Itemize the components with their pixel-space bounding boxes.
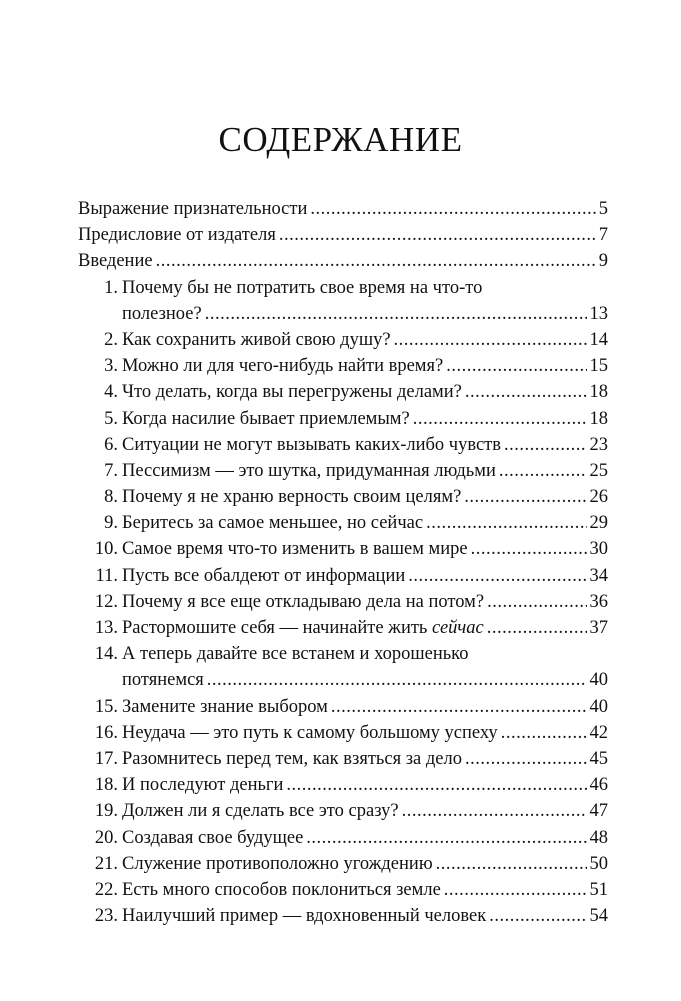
chapter-number: 15. <box>94 696 118 717</box>
toc-chapter-entry <box>78 825 608 851</box>
chapter-title <box>122 379 462 405</box>
chapter-page: 23 <box>589 434 608 455</box>
toc-chapter-entry <box>78 903 608 929</box>
dot-leader <box>444 877 587 903</box>
toc-chapter-entry <box>78 851 608 877</box>
chapter-title-text: Как сохранить живой свою душу? <box>122 329 391 350</box>
dot-leader <box>207 667 587 693</box>
chapter-number: 19. <box>94 801 118 822</box>
chapter-title-text: Разомнитесь перед тем, как взяться за дело <box>122 748 462 769</box>
dot-leader <box>504 432 587 458</box>
toc-chapter-entry <box>78 458 608 484</box>
chapter-page: 25 <box>589 460 608 481</box>
chapter-page: 26 <box>589 487 608 508</box>
chapter-title <box>122 825 303 851</box>
chapter-number: 18. <box>94 775 118 796</box>
chapter-title <box>122 510 423 536</box>
toc-chapter-entry <box>78 720 608 746</box>
chapter-number: 11. <box>95 565 118 586</box>
chapter-number: 5. <box>104 408 118 429</box>
chapter-title <box>122 667 204 693</box>
dot-leader <box>286 772 586 798</box>
chapter-title-text: Служение противоположно угождению <box>122 853 433 874</box>
chapter-number: 6. <box>104 434 118 455</box>
toc-entry-introduction <box>78 248 608 274</box>
chapter-title-text: Должен ли я сделать все это сразу? <box>122 801 399 822</box>
dot-leader <box>156 248 596 274</box>
chapter-title <box>122 589 484 615</box>
chapter-number: 13. <box>94 618 118 639</box>
chapter-page: 54 <box>589 906 608 927</box>
toc-chapter-entry <box>78 484 608 510</box>
chapter-title-text: Пусть все обалдеют от информации <box>122 565 406 586</box>
chapter-title-text: Замените знание выбором <box>122 696 328 717</box>
toc-chapter-entry <box>78 379 608 405</box>
chapter-title <box>122 484 461 510</box>
chapter-number: 22. <box>94 879 118 900</box>
chapter-number: 20. <box>94 827 118 848</box>
toc-entry-page: 7 <box>598 225 608 246</box>
dot-leader <box>408 563 586 589</box>
chapter-number: 8. <box>104 487 118 508</box>
chapter-title <box>122 563 405 589</box>
dot-leader <box>501 720 587 746</box>
chapter-number: 23. <box>94 906 118 927</box>
chapter-title <box>122 694 328 720</box>
chapter-title-line1: А теперь давайте все встанем и хорошенько <box>122 644 469 665</box>
chapter-page: 36 <box>589 591 608 612</box>
toc-chapter-entry <box>78 510 608 536</box>
dot-leader <box>489 903 586 929</box>
dot-leader <box>465 379 587 405</box>
toc-entry-page: 5 <box>598 199 608 219</box>
dot-leader <box>487 615 587 641</box>
toc-chapter-entry <box>78 353 608 379</box>
dot-leader <box>205 301 587 327</box>
toc-entry-acknowledgements <box>78 196 608 222</box>
chapter-page: 47 <box>589 801 608 822</box>
toc-chapter-entry <box>78 275 608 327</box>
toc-chapter-entry <box>78 327 608 353</box>
table-of-contents <box>78 196 608 929</box>
toc-chapter-entry <box>78 563 608 589</box>
toc-chapter-entry <box>78 746 608 772</box>
chapter-number: 16. <box>94 722 118 743</box>
toc-entry-page: 9 <box>598 251 608 272</box>
chapter-title-text: Создавая свое будущее <box>122 827 304 848</box>
chapter-page: 46 <box>589 775 608 796</box>
dot-leader <box>402 798 587 824</box>
chapter-title-text: Можно ли для чего-нибудь найти время? <box>122 356 444 377</box>
chapter-number: 3. <box>104 356 118 377</box>
chapter-number: 7. <box>104 460 118 481</box>
chapter-title <box>122 615 484 641</box>
chapter-page: 37 <box>589 618 608 639</box>
chapter-title-text: Что делать, когда вы перегружены делами? <box>122 382 462 403</box>
chapter-title <box>122 432 501 458</box>
chapter-title-text: Ситуации не могут вызывать каких-либо чувств <box>122 434 501 455</box>
chapter-title <box>122 327 391 353</box>
chapter-title-text: И последуют деньги <box>122 775 284 796</box>
page-title: СОДЕРЖАНИЕ <box>218 120 463 159</box>
chapter-page: 45 <box>589 748 608 769</box>
chapter-title <box>122 406 410 432</box>
chapter-page: 42 <box>589 722 608 743</box>
toc-chapter-entry <box>78 798 608 824</box>
chapter-title <box>122 536 468 562</box>
dot-leader <box>310 196 595 222</box>
chapter-list <box>78 275 608 930</box>
dot-leader <box>487 589 586 615</box>
chapter-page: 14 <box>589 329 608 350</box>
chapter-title <box>122 746 462 772</box>
chapter-title-text: Пессимизм — это шутка, придуманная людьми <box>122 460 496 481</box>
dot-leader <box>426 510 586 536</box>
toc-chapter-entry <box>78 536 608 562</box>
toc-chapter-entry <box>78 406 608 432</box>
toc-chapter-entry <box>78 772 608 798</box>
chapter-title <box>122 772 283 798</box>
toc-chapter-entry <box>78 432 608 458</box>
chapter-title-text: Наилучший пример — вдохновенный человек <box>122 906 487 927</box>
toc-chapter-entry <box>78 694 608 720</box>
chapter-page: 51 <box>589 879 608 900</box>
chapter-number: 21. <box>94 853 118 874</box>
chapter-title <box>122 353 443 379</box>
chapter-title-line1: Почему бы не потратить свое время на что-то <box>122 277 483 298</box>
dot-leader <box>464 484 586 510</box>
chapter-title <box>122 798 399 824</box>
chapter-page: 13 <box>589 303 608 324</box>
toc-chapter-entry <box>78 877 608 903</box>
dot-leader <box>331 694 587 720</box>
dot-leader <box>499 458 587 484</box>
chapter-title-text: Неудача — это путь к самому большому успеху <box>122 722 498 743</box>
toc-chapter-entry <box>78 641 608 693</box>
chapter-title-text: Растормошите себя — начинайте жить <box>122 618 428 639</box>
chapter-number: 14. <box>94 644 118 665</box>
chapter-page: 34 <box>589 565 608 586</box>
chapter-title <box>122 301 202 327</box>
chapter-title-italic: сейчас <box>432 618 484 639</box>
chapter-page: 50 <box>589 853 608 874</box>
chapter-number: 17. <box>94 748 118 769</box>
chapter-title-text: Беритесь за самое меньшее, но сейчас <box>122 513 424 534</box>
chapter-number: 10. <box>94 539 118 560</box>
dot-leader <box>279 222 596 248</box>
toc-chapter-entry <box>78 615 608 641</box>
chapter-number: 1. <box>104 277 118 298</box>
chapter-title-text: полезное? <box>122 303 202 324</box>
chapter-title-text: потянемся <box>122 670 204 691</box>
chapter-title-text: Самое время что-то изменить в вашем мире <box>122 539 468 560</box>
toc-entry-title: Выражение признательности <box>78 199 308 219</box>
chapter-page: 40 <box>589 670 608 691</box>
dot-leader <box>306 825 586 851</box>
chapter-page: 48 <box>589 827 608 848</box>
toc-chapter-entry <box>78 589 608 615</box>
chapter-number: 2. <box>104 329 118 350</box>
chapter-number: 12. <box>94 591 118 612</box>
chapter-page: 29 <box>589 513 608 534</box>
dot-leader <box>436 851 587 877</box>
chapter-title <box>122 851 433 877</box>
chapter-title-text: Почему я все еще откладываю дела на потом? <box>122 591 485 612</box>
chapter-page: 18 <box>589 408 608 429</box>
dot-leader <box>471 536 587 562</box>
toc-entry-foreword <box>78 222 608 248</box>
chapter-title <box>122 720 498 746</box>
chapter-page: 30 <box>589 539 608 560</box>
chapter-title-text: Почему я не храню верность своим целям? <box>122 487 462 508</box>
toc-entry-title: Предисловие от издателя <box>78 225 276 246</box>
chapter-title <box>122 458 496 484</box>
chapter-title-text: Есть много способов поклониться земле <box>122 879 441 900</box>
dot-leader <box>465 746 587 772</box>
toc-entry-title: Введение <box>78 251 153 272</box>
dot-leader <box>413 406 587 432</box>
dot-leader <box>446 353 586 379</box>
chapter-page: 40 <box>589 696 608 717</box>
dot-leader <box>394 327 587 353</box>
chapter-title <box>122 877 441 903</box>
chapter-number: 9. <box>104 513 118 534</box>
chapter-title <box>122 903 486 929</box>
chapter-title-text: Когда насилие бывает приемлемым? <box>122 408 410 429</box>
chapter-number: 4. <box>104 382 118 403</box>
chapter-page: 18 <box>589 382 608 403</box>
chapter-page: 15 <box>589 356 608 377</box>
